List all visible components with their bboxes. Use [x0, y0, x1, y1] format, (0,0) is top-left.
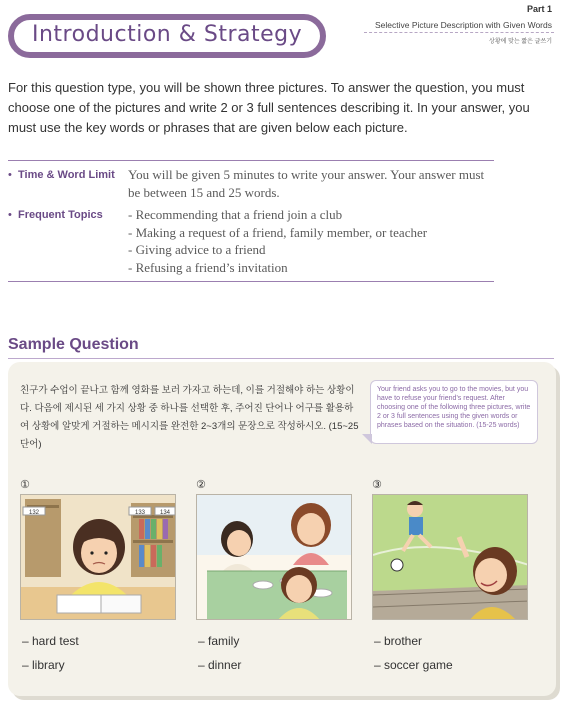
topic-item: - Making a request of a friend, family member, or teacher: [128, 224, 428, 240]
picture-number: ①: [20, 479, 30, 491]
shelf-label: 133: [134, 510, 146, 516]
picture-keyword: – dinner: [198, 658, 242, 672]
info-bottom-rule: [8, 281, 494, 282]
topic-item: - Giving advice to a friend: [128, 242, 266, 257]
family-dinner-illustration: [197, 495, 352, 620]
picture-number: ②: [196, 479, 206, 491]
picture-keyword: – family: [198, 634, 240, 648]
topic-item: - Recommending that a friend join a club: [128, 207, 343, 222]
picture-keyword: – soccer game: [374, 658, 453, 672]
shelf-label: 132: [28, 510, 40, 516]
title-band: [8, 14, 326, 58]
callout-tail: [362, 434, 372, 444]
picture-keyword: – brother: [374, 634, 423, 648]
picture-3-soccer: [372, 494, 528, 620]
time-limit-label: Time & Word Limit: [18, 169, 115, 181]
soccer-illustration: [373, 495, 528, 620]
bullet-icon: •: [8, 169, 12, 181]
info-top-rule: [8, 160, 494, 161]
picture-2-family-dinner: [196, 494, 352, 620]
part-label: Part 1: [526, 4, 552, 14]
intro-paragraph: For this question type, you will be shown three pictures. To answer the question, you must choose one of the pictures and write 2 or 3 full sentences describing it. In your answer, you must use the key words or phrases that are given below each picture.: [8, 80, 530, 135]
library-illustration: [21, 495, 176, 620]
frequent-topics-label: Frequent Topics: [18, 209, 103, 221]
korean-instruction: 친구가 수업이 끝나고 함께 영화를 보러 가자고 하는데, 이를 거절해야 하는 상황이다. 다음에 제시된 세 가지 상황 중 하나를 선택한 후, 주어진 단어나 어구를 활용하여 상황에 알맞게 거절하는 메시지를 완전한 2~3개의 문장으로 작성하시오. (15~25단어): [20, 385, 359, 450]
english-callout: Your friend asks you to go to the movies, but you have to refuse your friend’s request. After choosing one of the following three pictures, write 2 or 3 full sentences using the given words or phrases based on the situation. (15-25 words): [370, 380, 538, 444]
shelf-label: 134: [159, 510, 171, 516]
picture-1-library: [20, 494, 176, 620]
part-korean-subtitle: 상황에 맞는 짧은 글쓰기: [489, 39, 552, 45]
sample-divider: [8, 358, 554, 359]
topic-item: - Refusing a friend’s invitation: [128, 259, 288, 275]
time-limit-text: You will be given 5 minutes to write your answer. Your answer must be between 15 and 25 words.: [128, 167, 485, 200]
picture-keyword: – library: [22, 658, 65, 672]
picture-keyword: – hard test: [22, 634, 79, 648]
part-subtitle: Selective Picture Description with Given Words: [375, 20, 552, 30]
sample-question-title: Sample Question: [8, 336, 139, 353]
header-divider: [364, 32, 554, 33]
picture-number: ③: [372, 479, 382, 491]
page-title: Introduction & Strategy: [32, 22, 303, 47]
bullet-icon: •: [8, 209, 12, 221]
